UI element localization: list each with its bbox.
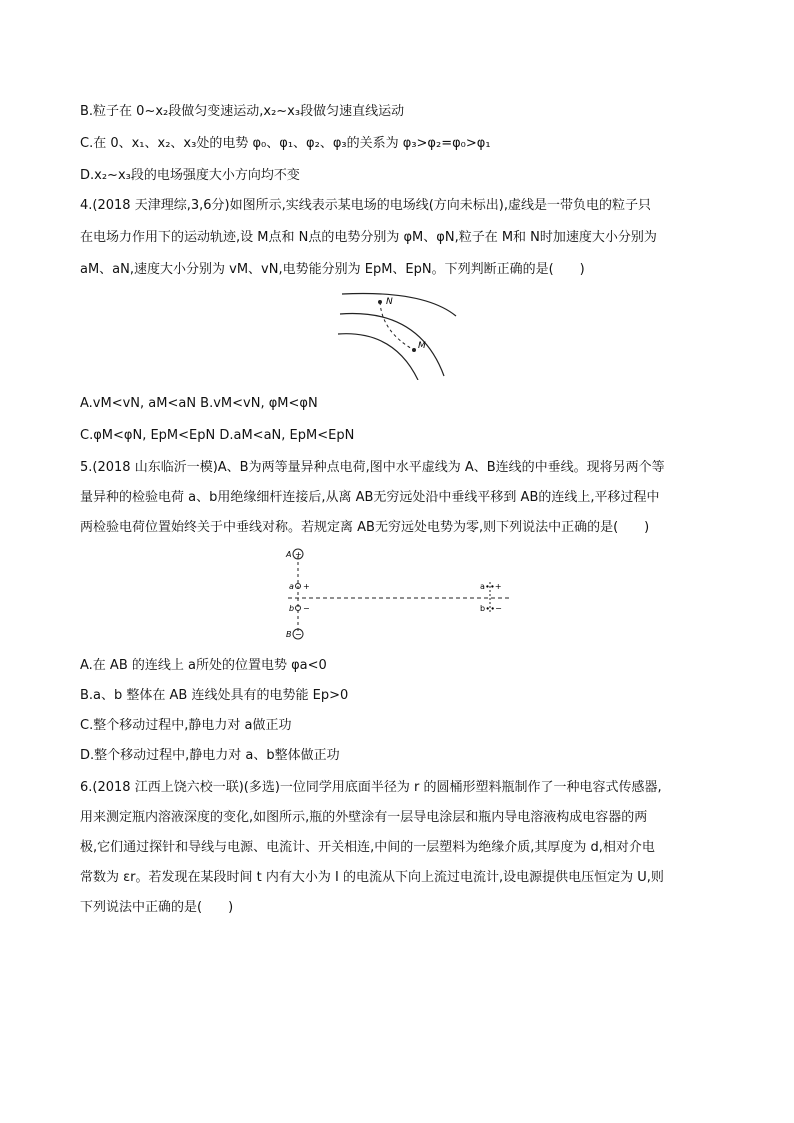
q5-line-3: 两检验电荷位置始终关于中垂线对称。若规定离 AB无穷远处电势为零,则下列说法中正确的是( ) [80,520,650,535]
q4-option-cd: C.φM<φN, EpM<EpN D.aM<aN, EpM<EpN [80,428,355,443]
q4-line-3: aM、aN,速度大小分别为 vM、vN,电势能分别为 EpM、EpN。下列判断正确的是( ) [80,262,585,277]
q4-line-1: 4.(2018 天津理综,3,6分)如图所示,实线表示某电场的电场线(方向未标出),虚线是一带负电的粒子只 [80,198,651,213]
charges-figure [280,546,520,642]
far-b-label: b∙∙− [480,604,502,613]
label-n: N [386,297,393,307]
plus-a-big: + [295,550,302,559]
point-m [412,348,416,352]
q6-line-5: 下列说法中正确的是( ) [80,900,234,915]
q5-option-a: A.在 AB 的连线上 a所处的位置电势 φa<0 [80,658,327,673]
q5-line-2: 量异种的检验电荷 a、b用绝缘细杆连接后,从离 AB无穷远处沿中垂线平移到 AB的连线上,平移过程中 [80,490,660,505]
field-line-1 [342,293,456,316]
q5-line-1: 5.(2018 山东临沂一模)A、B为两等量异种点电荷,图中水平虚线为 A、B连线的中垂线。现将另两个等 [80,460,665,475]
q5-option-b: B.a、b 整体在 AB 连线处具有的电势能 Ep>0 [80,688,349,703]
q6-line-4: 常数为 εr。若发现在某段时间 t 内有大小为 I 的电流从下向上流过电流计,设电源提供电压恒定为 U,则 [80,870,664,885]
option-c-line: C.在 0、x₁、x₂、x₃处的电势 φ₀、φ₁、φ₂、φ₃的关系为 φ₃>φ₂=φ₀>φ₁ [80,136,491,151]
q4-line-2: 在电场力作用下的运动轨迹,设 M点和 N点的电势分别为 φM、φN,粒子在 M和 N时加速度大小分别为 [80,230,657,245]
field-line-2 [340,314,444,376]
option-b-line: B.粒子在 0~x₂段做匀变速运动,x₂~x₃段做匀速直线运动 [80,104,405,119]
q6-line-2: 用来测定瓶内溶液深度的变化,如图所示,瓶的外壁涂有一层导电涂层和瓶内导电溶液构成电容器的两 [80,810,648,825]
label-B: B [286,630,292,639]
q5-option-c: C.整个移动过程中,静电力对 a做正功 [80,718,292,733]
option-d-line: D.x₂~x₃段的电场强度大小方向均不变 [80,168,300,183]
field-lines-figure [334,288,464,380]
minus-b-small: − [303,604,310,613]
q6-line-3: 极,它们通过探针和导线与电源、电流计、开关相连,中间的一层塑料为绝缘介质,其厚度为 d,相对介电 [80,840,655,855]
field-line-3 [338,334,418,380]
label-A: A [286,550,292,559]
plus-a-small: + [303,582,310,591]
q4-option-ab: A.vM<vN, aM<aN B.vM<vN, φM<φN [80,396,318,411]
far-a-label: a∙∙+ [480,582,502,591]
minus-b-big: − [295,630,302,639]
q5-option-d: D.整个移动过程中,静电力对 a、b整体做正功 [80,748,340,763]
label-b: b [289,604,295,613]
label-m: M [418,341,426,351]
point-n [378,300,382,304]
q6-line-1: 6.(2018 江西上饶六校一联)(多选)一位同学用底面半径为 r 的圆桶形塑料瓶制作了一种电容式传感器, [80,780,662,795]
label-a: a [289,582,294,591]
